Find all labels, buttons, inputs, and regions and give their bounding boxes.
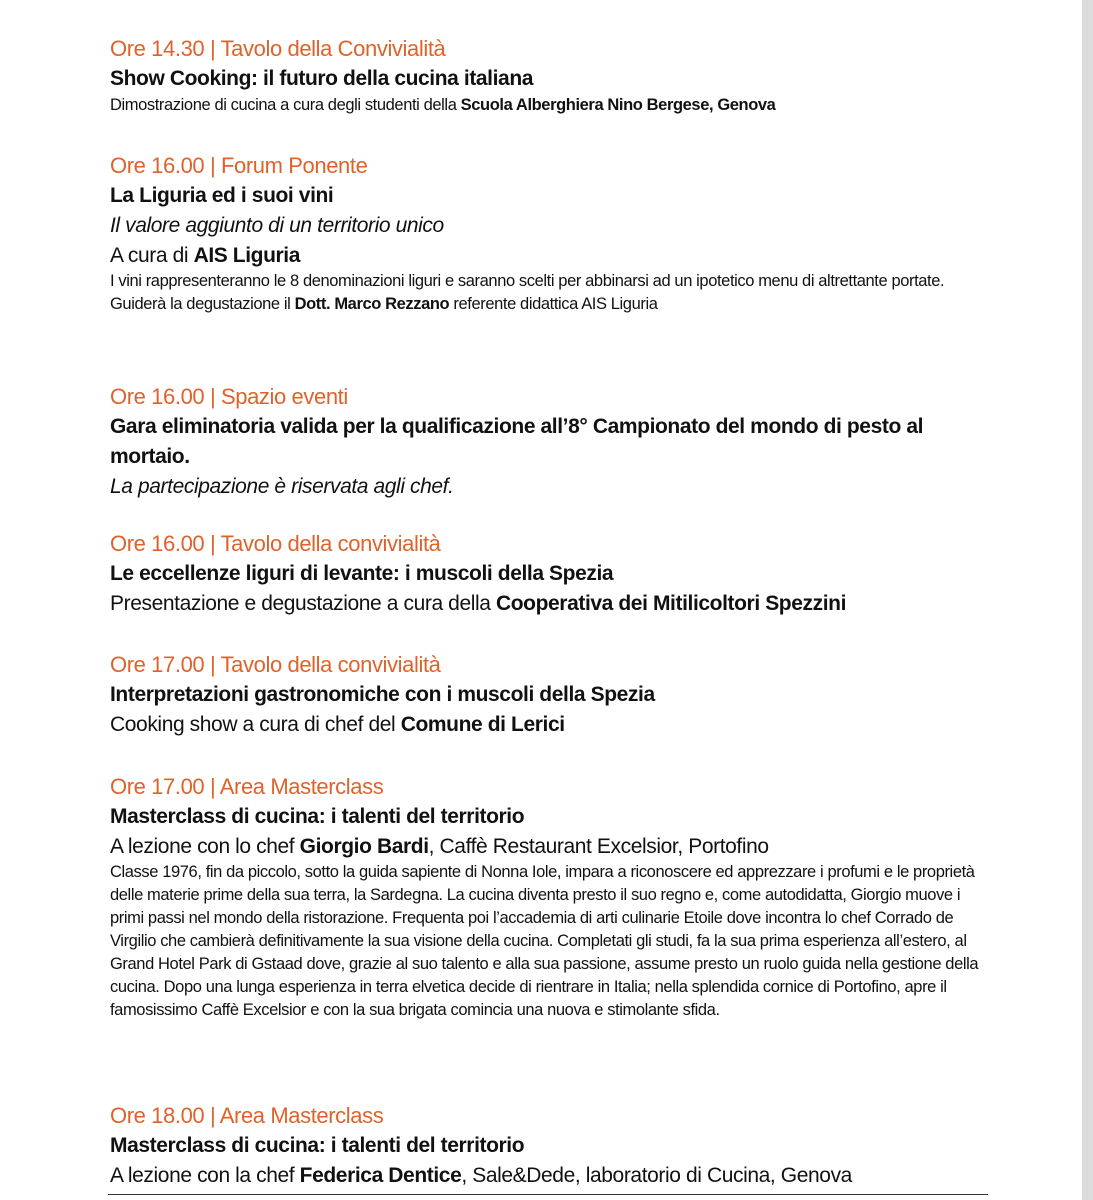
- event-title: Show Cooking: il futuro della cucina italiana: [110, 67, 534, 90]
- event-curator: A cura di AIS Liguria: [110, 244, 301, 267]
- event-1430-convivialita: [110, 34, 982, 117]
- page-edge: [1082, 0, 1093, 1200]
- event-title: Masterclass di cucina: i talenti del territorio: [110, 805, 525, 828]
- event-1600-forum-ponente: [110, 151, 982, 316]
- event-chef: A lezione con lo chef Giorgio Bardi, Caffè Restaurant Excelsior, Portofino: [110, 835, 769, 858]
- event-1700-tavolo-convivialita: [110, 650, 982, 739]
- event-header: Ore 16.00 | Tavolo della convivialità: [110, 531, 441, 556]
- bottom-divider: [108, 1194, 988, 1195]
- event-subtitle: Il valore aggiunto di un territorio unico: [110, 214, 444, 237]
- event-title-line-2: mortaio.: [110, 445, 190, 468]
- event-1600-tavolo-convivialita: [110, 529, 982, 618]
- event-header: Ore 17.00 | Area Masterclass: [110, 774, 384, 799]
- event-description: Dimostrazione di cucina a cura degli studenti della Scuola Alberghiera Nino Bergese, Genova: [110, 96, 776, 114]
- event-description: I vini rappresenteranno le 8 denominazioni liguri e saranno scelti per abbinarsi ad un ipotetico menu di altrettante portate.: [110, 272, 945, 290]
- chef-biography: Classe 1976, fin da piccolo, sotto la guida sapiente di Nonna Iole, impara a riconoscere ed apprezzare i profumi e le proprietà delle materie prime della sua terra, la Sardegna. La cucina diventa presto il suo regno e, come autodidatta, Giorgio muove i primi passi nel mondo della ristorazione. Frequenta poi l’accademia di arti culinarie Etoile dove incontra lo chef Corrado de Virgilio che cambierà definitivamente la sua visione della cucina. Completati gli studi, fa la sua prima esperienza all’estero, al Grand Hotel Park di Gstaad dove, grazie al suo talento e alla sua passione, assume presto un ruolo guida nella gestione della cucina. Dopo una lunga esperienza in terra elvetica decide di rientrare in Italia; nella splendida cornice di Portofino, apre il famosissimo Caffè Excelsior e con la sua brigata comincia una nuova e stimolante sfida.: [110, 863, 979, 1019]
- event-header: Ore 16.00 | Spazio eventi: [110, 384, 348, 409]
- event-description: Presentazione e degustazione a cura della Cooperativa dei Mitilicoltori Spezzini: [110, 592, 846, 615]
- event-note: La partecipazione è riservata agli chef.: [110, 475, 454, 498]
- event-title: La Liguria ed i suoi vini: [110, 184, 334, 207]
- event-title: Interpretazioni gastronomiche con i muscoli della Spezia: [110, 683, 655, 706]
- event-title: Masterclass di cucina: i talenti del territorio: [110, 1134, 525, 1157]
- event-title-line-1: Gara eliminatoria valida per la qualificazione all’8° Campionato del mondo di pesto al: [110, 415, 924, 438]
- event-header: Ore 14.30 | Tavolo della Convivialità: [110, 36, 446, 61]
- event-1700-area-masterclass: [110, 772, 982, 1022]
- event-1600-spazio-eventi: [110, 382, 982, 502]
- event-header: Ore 16.00 | Forum Ponente: [110, 153, 368, 178]
- event-header: Ore 17.00 | Tavolo della convivialità: [110, 652, 441, 677]
- event-description: Cooking show a cura di chef del Comune di Lerici: [110, 713, 565, 736]
- event-title: Le eccellenze liguri di levante: i muscoli della Spezia: [110, 562, 614, 585]
- event-1800-area-masterclass: [110, 1101, 982, 1190]
- event-header: Ore 18.00 | Area Masterclass: [110, 1103, 384, 1128]
- event-guide: Guiderà la degustazione il Dott. Marco Rezzano referente didattica AIS Liguria: [110, 295, 658, 313]
- event-chef: A lezione con la chef Federica Dentice, Sale&Dede, laboratorio di Cucina, Genova: [110, 1164, 852, 1187]
